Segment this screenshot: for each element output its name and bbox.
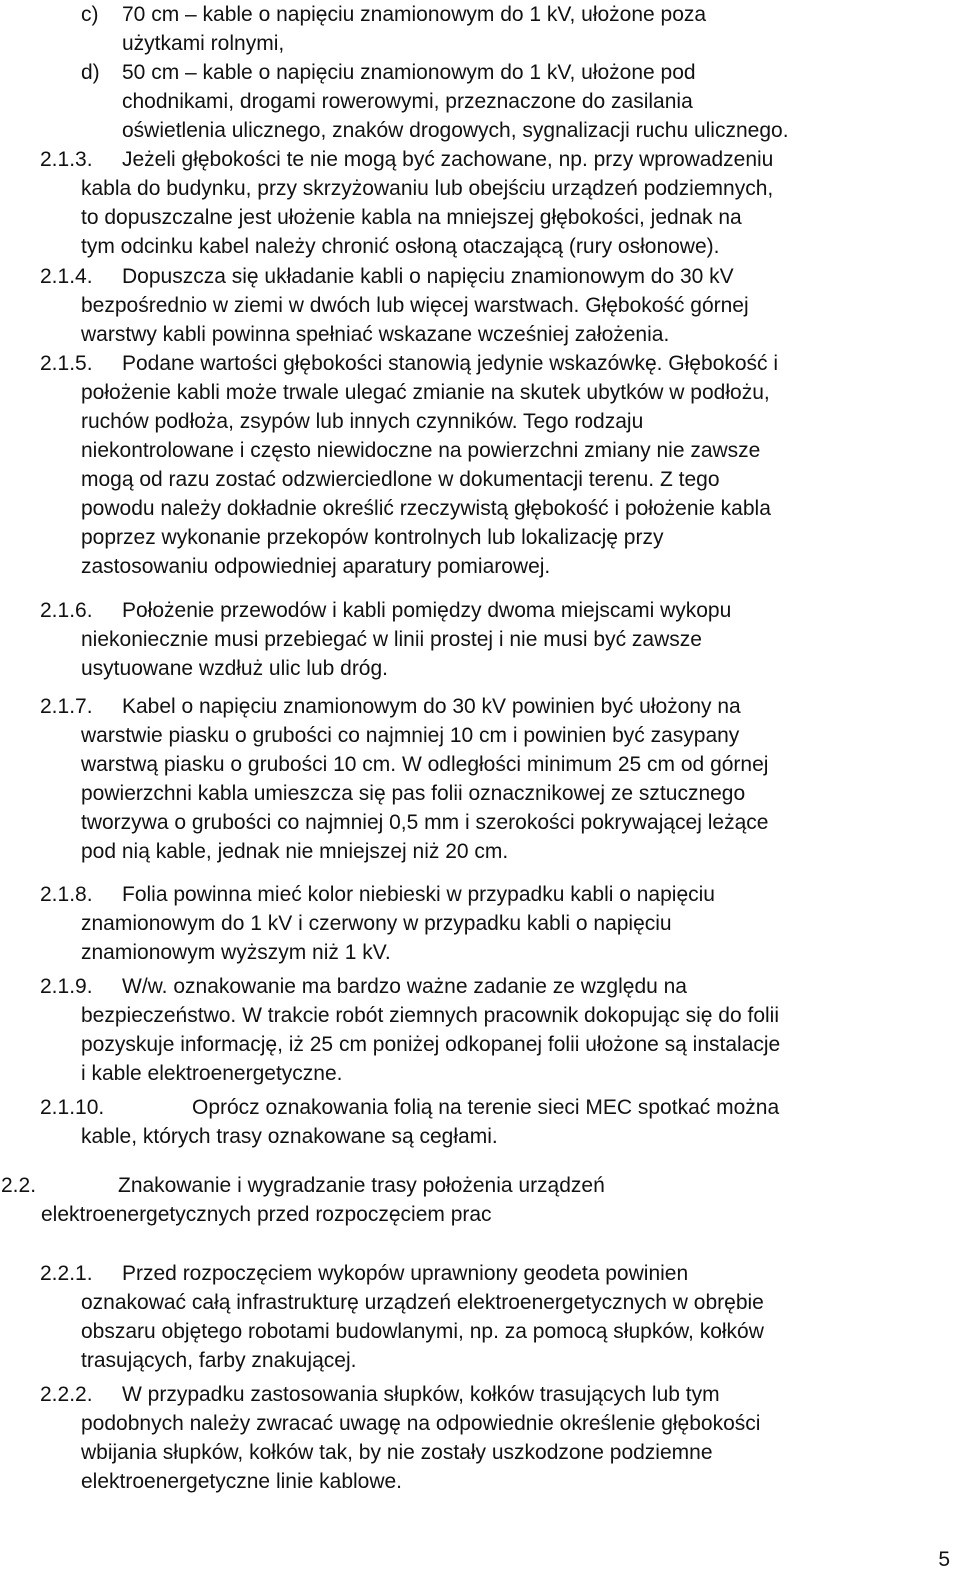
text-line: pod nią kable, jednak nie mniejszej niż 20 cm. <box>81 840 509 863</box>
text-line: Jeżeli głębokości te nie mogą być zachowane, np. przy wprowadzeniu <box>122 148 774 171</box>
item-label: d) <box>81 61 100 84</box>
section-2-1-3 <box>40 145 773 261</box>
text-line: bezpieczeństwo. W trakcie robót ziemnych pracownik dokopując się do folii <box>81 1004 779 1027</box>
text-line: elektroenergetyczne linie kablowe. <box>81 1470 403 1493</box>
text-line: tym odcinku kabel należy chronić osłoną otaczającą (rury osłonowe). <box>81 235 720 258</box>
text-line: 50 cm – kable o napięciu znamionowym do 1 kV, ułożone pod <box>122 61 696 84</box>
text-line: wbijania słupków, kołków tak, by nie zostały uszkodzone podziemne <box>81 1441 713 1464</box>
text-line: warstwą piasku o grubości 10 cm. W odległości minimum 25 cm od górnej <box>81 753 769 776</box>
text-line: Oprócz oznakowania folią na terenie sieci MEC spotkać można <box>192 1096 780 1119</box>
heading-line: Znakowanie i wygradzanie trasy położenia urządzeń <box>118 1174 605 1197</box>
section-number: 2.1.6. <box>40 599 93 622</box>
section-heading-2-2 <box>1 1171 605 1229</box>
section-number: 2.1.9. <box>40 975 93 998</box>
text-line: poprzez wykonanie przekopów kontrolnych lub lokalizację przy <box>81 526 664 549</box>
text-line: warstwie piasku o grubości co najmniej 10 cm i powinien być zasypany <box>81 724 740 747</box>
text-line: usytuowane wzdłuż ulic lub dróg. <box>81 657 389 680</box>
section-2-1-5 <box>40 349 778 581</box>
page-number: 5 <box>938 1548 950 1571</box>
text-line: W/w. oznakowanie ma bardzo ważne zadanie ze względu na <box>122 975 687 998</box>
text-line: 70 cm – kable o napięciu znamionowym do 1 kV, ułożone poza <box>122 3 707 26</box>
text-line: obszaru objętego robotami budowlanymi, np. za pomocą słupków, kołków <box>81 1320 764 1343</box>
text-line: Położenie przewodów i kabli pomiędzy dwoma miejscami wykopu <box>122 599 732 622</box>
section-number: 2.2.1. <box>40 1262 93 1285</box>
text-line: Przed rozpoczęciem wykopów uprawniony geodeta powinien <box>122 1262 689 1285</box>
text-line: niekoniecznie musi przebiegać w linii prostej i nie musi być zawsze <box>81 628 702 651</box>
section-2-1-10 <box>40 1093 779 1151</box>
text-line: Dopuszcza się układanie kabli o napięciu znamionowym do 30 kV <box>122 265 734 288</box>
text-line: użytkami rolnymi, <box>122 32 285 55</box>
text-line: zastosowaniu odpowiedniej aparatury pomiarowej. <box>81 555 551 578</box>
section-2-2-1 <box>40 1259 764 1375</box>
text-line: powodu należy dokładnie określić rzeczywistą głębokość i położenie kabla <box>81 497 771 520</box>
section-number: 2.1.10. <box>40 1096 105 1119</box>
text-line: bezpośrednio w ziemi w dwóch lub więcej warstwach. Głębokość górnej <box>81 294 749 317</box>
text-line: warstwy kabli powinna spełniać wskazane wcześniej założenia. <box>81 323 670 346</box>
text-line: kable, których trasy oznakowane są cegłami. <box>81 1125 498 1148</box>
text-line: znamionowym do 1 kV i czerwony w przypadku kabli o napięciu <box>81 912 672 935</box>
text-line: tworzywa o grubości co najmniej 0,5 mm i szerokości pokrywającej leżące <box>81 811 769 834</box>
text-line: położenie kabli może trwale ulegać zmianie na skutek ubytków w podłożu, <box>81 381 770 404</box>
section-number: 2.1.4. <box>40 265 93 288</box>
section-number: 2.2. <box>1 1174 37 1197</box>
section-number: 2.1.8. <box>40 883 93 906</box>
text-line: ruchów podłoża, zsypów lub innych czynników. Tego rodzaju <box>81 410 644 433</box>
section-2-1-6 <box>40 596 731 683</box>
item-label: c) <box>81 3 99 26</box>
text-line: mogą od razu zostać odzwierciedlone w dokumentacji terenu. Z tego <box>81 468 720 491</box>
section-2-1-8 <box>40 880 715 967</box>
text-line: W przypadku zastosowania słupków, kołków trasujących lub tym <box>122 1383 720 1406</box>
text-line: podobnych należy zwracać uwagę na odpowiednie określenie głębokości <box>81 1412 761 1435</box>
section-number: 2.2.2. <box>40 1383 93 1406</box>
text-line: Podane wartości głębokości stanowią jedynie wskazówkę. Głębokość i <box>122 352 779 375</box>
text-line: i kable elektroenergetyczne. <box>81 1062 343 1085</box>
heading-line: elektroenergetycznych przed rozpoczęciem prac <box>41 1203 492 1226</box>
section-2-1-7 <box>40 692 768 866</box>
section-number: 2.1.3. <box>40 148 93 171</box>
section-2-1-4 <box>40 262 749 349</box>
text-line: kabla do budynku, przy skrzyżowaniu lub obejściu urządzeń podziemnych, <box>81 177 774 200</box>
text-line: powierzchni kabla umieszcza się pas folii oznacznikowej ze sztucznego <box>81 782 746 805</box>
text-line: oświetlenia ulicznego, znaków drogowych, sygnalizacji ruchu ulicznego. <box>122 119 789 142</box>
list-item-c <box>81 0 706 58</box>
text-line: znamionowym wyższym niż 1 kV. <box>81 941 391 964</box>
text-line: trasujących, farby znakującej. <box>81 1349 357 1372</box>
text-line: Kabel o napięciu znamionowym do 30 kV powinien być ułożony na <box>122 695 741 718</box>
section-2-2-2 <box>40 1380 760 1496</box>
section-number: 2.1.7. <box>40 695 93 718</box>
text-line: oznakować całą infrastrukturę urządzeń elektroenergetycznych w obrębie <box>81 1291 764 1314</box>
text-line: niekontrolowane i często niewidoczne na powierzchni zmiany nie zawsze <box>81 439 761 462</box>
text-line: chodnikami, drogami rowerowymi, przeznaczone do zasilania <box>122 90 693 113</box>
list-item-d <box>81 58 789 145</box>
text-line: pozyskuje informację, iż 25 cm poniżej odkopanej folii ułożone są instalacje <box>81 1033 781 1056</box>
text-line: Folia powinna mieć kolor niebieski w przypadku kabli o napięciu <box>122 883 715 906</box>
section-number: 2.1.5. <box>40 352 93 375</box>
section-2-1-9 <box>40 972 780 1088</box>
text-line: to dopuszczalne jest ułożenie kabla na mniejszej głębokości, jednak na <box>81 206 742 229</box>
